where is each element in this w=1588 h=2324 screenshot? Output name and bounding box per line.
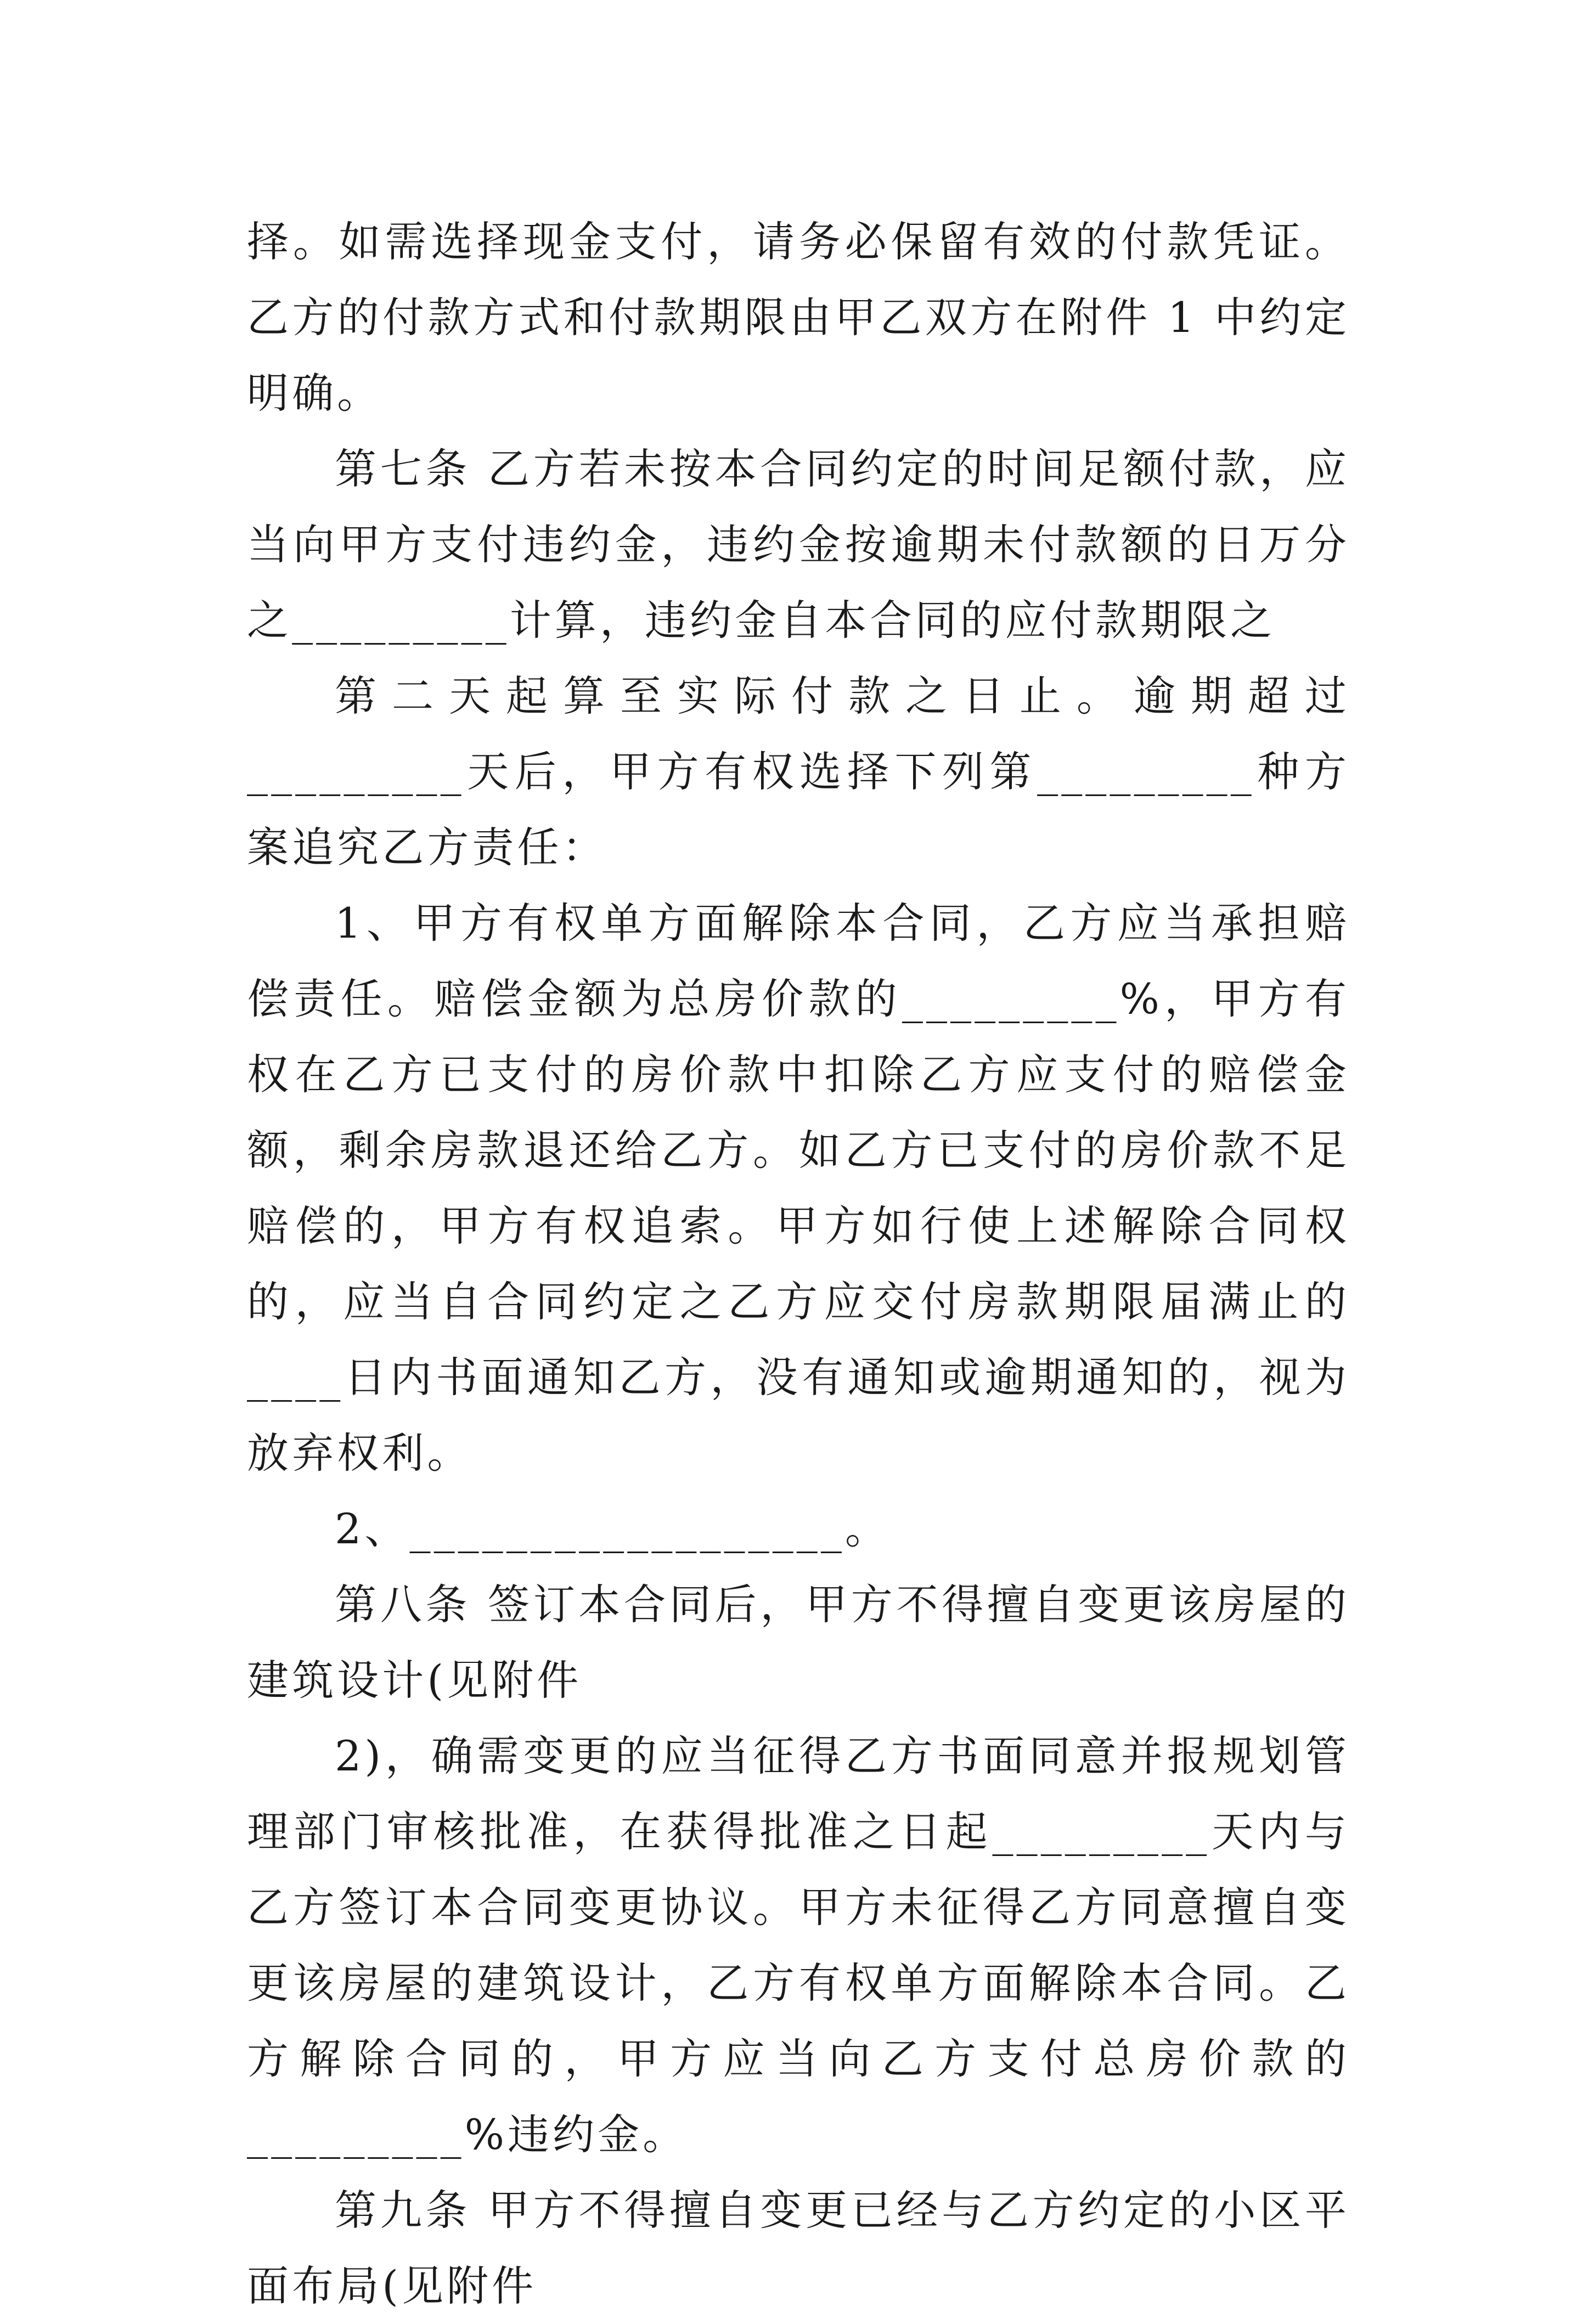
paragraph-article-7: 第七条 乙方若未按本合同约定的时间足额付款，应当向甲方支付违约金，违约金按逾期未付款额的日万分之_________计算，违约金自本合同的应付款期限之 xyxy=(247,444,1350,645)
paragraph-article-8: 第八条 签订本合同后，甲方不得擅自变更该房屋的建筑设计(见附件 xyxy=(247,1580,1350,1705)
document-body xyxy=(247,204,1350,2324)
paragraph-option-1: 1、甲方有权单方面解除本合同，乙方应当承担赔偿责任。赔偿金额为总房价款的_________%，甲方有权在乙方已支付的房价款中扣除乙方应支付的赔偿金额，剩余房款退还给乙方。如乙方已支付的房价款不足赔偿的，甲方有权追索。甲方如行使上述解除合同权的，应当自合同约定之乙方应交付房款期限届满止的____日内书面通知乙方，没有通知或逾期通知的，视为放弃权利。 xyxy=(247,899,1350,1477)
paragraph-article-9: 第九条 甲方不得擅自变更已经与乙方约定的小区平面布局(见附件 xyxy=(247,2186,1350,2310)
paragraph-article-8-continued: 2)，确需变更的应当征得乙方书面同意并报规划管理部门审核批准，在获得批准之日起_________天内与乙方签订本合同变更协议。甲方未征得乙方同意擅自变更该房屋的建筑设计，乙方有权单方面解除本合同。乙方解除合同的，甲方应当向乙方支付总房价款的_________%违约金。 xyxy=(247,1731,1350,2159)
paragraph-payment-method: 择。如需选择现金支付，请务必保留有效的付款凭证。乙方的付款方式和付款期限由甲乙双方在附件 1 中约定明确。 xyxy=(247,217,1350,418)
paragraph-option-2: 2、__________________。 xyxy=(335,1504,891,1553)
paragraph-article-7-continued: 第二天起算至实际付款之日止。逾期超过_________天后，甲方有权选择下列第_________种方案追究乙方责任： xyxy=(247,672,1350,872)
